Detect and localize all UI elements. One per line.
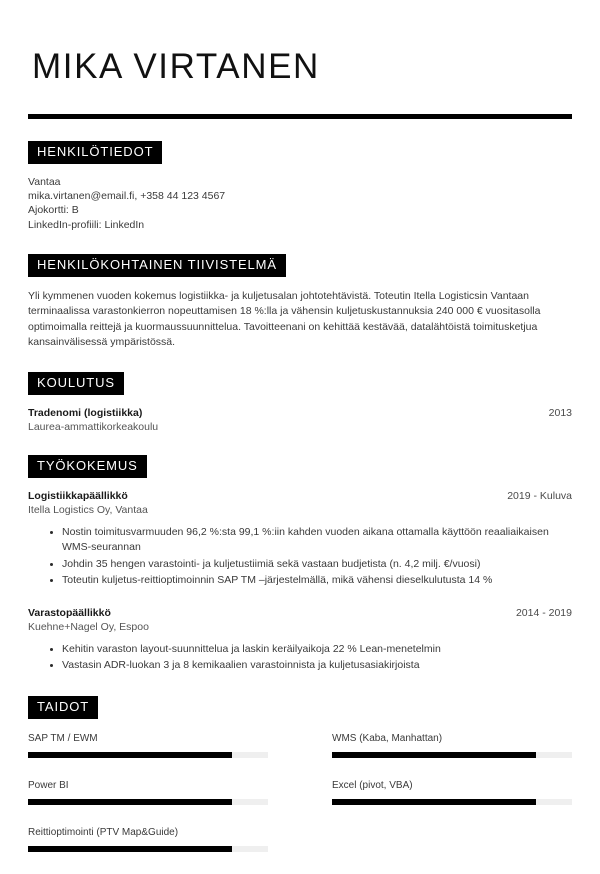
skill-progress-fill: [28, 846, 232, 852]
section-skills: [28, 696, 572, 874]
education-entry: [28, 407, 572, 433]
contact-line: Ajokortti: B: [28, 204, 79, 217]
section-summary: [28, 254, 572, 350]
skill-progress-track: [332, 799, 572, 805]
skill-progress-track: [332, 752, 572, 758]
experience-bullet: Toteutin kuljetus-reittioptimoinnin SAP TM –järjestelmällä, mikä vähensi dieselkulutusta 14 %: [50, 573, 572, 588]
education-institution: Laurea-ammattikorkeakoulu: [28, 421, 159, 434]
section-heading-skills: TAIDOT: [28, 696, 98, 719]
experience-job-title: Logistiikkapäällikkö: [28, 490, 128, 503]
skill-label: WMS (Kaba, Manhattan): [332, 732, 443, 744]
summary-text: Yli kymmenen vuoden kokemus logistiikka- ja kuljetusalan johtotehtävistä. Toteutin Itella Logisticsin Vantaan terminaalissa varastonkierron nopeuttamisen 18 %:lla ja vähensin kuljetuskustannuksia 240 000 € vuositasolla optimoimalla reittejä ja kuormaussuunnittelua. Tavoitteenani on kehittää kestävää, datalähtöistä toimitusketjua kansainvälisessä ympäristössä.: [28, 290, 541, 348]
skill-label: SAP TM / EWM: [28, 732, 98, 744]
skill-progress-track: [28, 752, 268, 758]
experience-bullet-list: [28, 525, 572, 589]
contact-line: Vantaa: [28, 175, 61, 188]
contact-line: mika.virtanen@email.fi, +358 44 123 4567: [28, 189, 226, 202]
education-date: 2013: [548, 407, 572, 420]
experience-bullet: Vastasin ADR-luokan 3 ja 8 kemikaalien varastoinnista ja kuljetusasiakirjoista: [50, 658, 572, 673]
experience-company: Kuehne+Nagel Oy, Espoo: [28, 620, 149, 633]
skill-progress-fill: [28, 752, 232, 758]
experience-bullet-list: [28, 642, 572, 674]
experience-date: 2014 - 2019: [515, 606, 572, 619]
experience-entry-header: [28, 490, 572, 502]
skill-item: [332, 733, 572, 758]
skill-progress-track: [28, 846, 268, 852]
section-heading-experience: TYÖKOKEMUS: [28, 455, 147, 478]
experience-bullet: Nostin toimitusvarmuuden 96,2 %:sta 99,1 %:iin kahden vuoden aikana ottamalla käyttöön reaaliaikaisen WMS-seurannan: [50, 525, 572, 556]
experience-date: 2019 - Kuluva: [507, 490, 572, 503]
skill-item: [28, 780, 268, 805]
section-education: [28, 372, 572, 433]
page-title: MIKA VIRTANEN: [32, 47, 320, 86]
skills-grid: [28, 733, 572, 874]
section-experience: [28, 455, 572, 673]
experience-entry-header: [28, 607, 572, 619]
contact-line: LinkedIn-profiili: LinkedIn: [28, 218, 145, 231]
experience-bullet: Johdin 35 hengen varastointi- ja kuljetustiimiä sekä vastaan budjetista (n. 4,2 milj. €/vuosi): [50, 557, 572, 572]
experience-entry: [28, 490, 572, 589]
experience-company: Itella Logistics Oy, Vantaa: [28, 504, 148, 517]
skill-label: Power BI: [28, 779, 69, 791]
header-divider: [28, 114, 572, 119]
experience-job-title: Varastopäällikkö: [28, 606, 111, 619]
skill-progress-fill: [332, 799, 536, 805]
education-entry-header: [28, 407, 572, 419]
section-heading-education: KOULUTUS: [28, 372, 124, 395]
education-degree: Tradenomi (logistiikka): [28, 407, 143, 420]
section-heading-summary: HENKILÖKOHTAINEN TIIVISTELMÄ: [28, 254, 286, 277]
experience-bullet: Kehitin varaston layout-suunnittelua ja laskin keräilyaikoja 22 % Lean-menetelmin: [50, 642, 572, 657]
skill-label: Reittioptimointi (PTV Map&Guide): [28, 826, 179, 838]
skill-item: [28, 733, 268, 758]
section-heading-contact: HENKILÖTIEDOT: [28, 141, 162, 164]
skill-progress-fill: [332, 752, 536, 758]
contact-list: [28, 175, 572, 233]
skill-label: Excel (pivot, VBA): [332, 779, 413, 791]
skill-item: [332, 780, 572, 805]
skill-progress-track: [28, 799, 268, 805]
skill-progress-fill: [28, 799, 232, 805]
section-contact: [28, 141, 572, 233]
experience-entry: [28, 607, 572, 674]
